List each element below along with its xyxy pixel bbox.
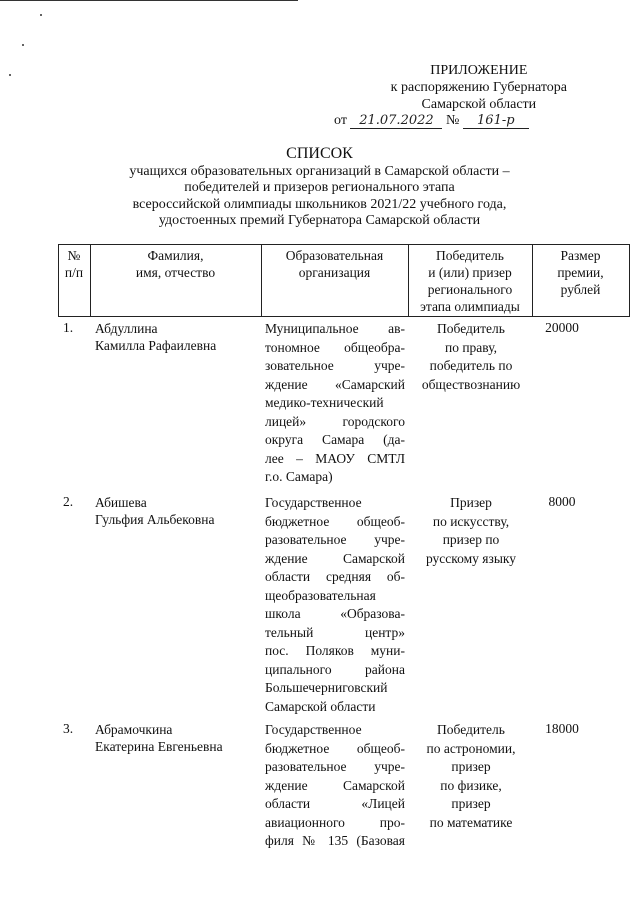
org-line: Муниципальное ав-: [265, 321, 405, 336]
row-number: 3.: [63, 721, 74, 736]
header-text: и (или) призер: [428, 265, 512, 280]
header-num: [58, 247, 90, 281]
student-name: [95, 494, 214, 528]
appendix-line: Самарской области: [421, 97, 537, 112]
org-line: пос. Поляков муни-: [265, 643, 405, 658]
org-line: округа Самара (да-: [265, 432, 405, 447]
org-line: г.о. Самара): [265, 469, 333, 484]
status-line: по астрономии,: [426, 740, 516, 756]
name-line: Екатерина Евгеньевна: [95, 739, 223, 754]
title-line: удостоенных премий Губернатора Самарской области: [158, 213, 481, 228]
table-rule: [58, 244, 630, 245]
header-text: Размер: [560, 248, 601, 263]
handwritten-date: 21.07.2022: [350, 113, 442, 129]
appendix-line: к распоряжению Губернатора: [390, 80, 567, 95]
status-line: по физике,: [440, 777, 502, 793]
header-text: организация: [298, 265, 371, 280]
header-text: Победитель: [436, 248, 504, 263]
status-line: Победитель: [437, 321, 505, 336]
olympiad-status: [411, 320, 531, 394]
status-line: Победитель: [437, 722, 505, 737]
org-line: Государственное: [265, 495, 362, 510]
header-text: этапа олимпиады: [420, 299, 520, 314]
status-line: Призер: [450, 495, 492, 510]
header-text: премии,: [557, 265, 604, 280]
org-line: ждение Самарской: [265, 550, 405, 566]
org-line: Большечерниговский: [265, 680, 388, 695]
header-text: регионального: [427, 282, 513, 297]
title-line: всероссийской олимпиады школьников 2021/22 учебного года,: [132, 196, 507, 212]
status-line: призер по: [442, 532, 500, 547]
header-text: Фамилия,: [147, 248, 204, 263]
status-line: русскому языку: [425, 550, 517, 566]
header-text: Образовательная: [285, 248, 384, 263]
organization: [265, 721, 405, 851]
top-border-line: [0, 0, 298, 1]
number-sign: №: [445, 113, 460, 128]
status-line: по математике: [429, 814, 513, 830]
status-line: призер: [451, 796, 491, 811]
header-text: рублей: [560, 282, 601, 297]
header-text: п/п: [64, 265, 84, 280]
status-line: по праву,: [444, 339, 497, 355]
title-line: учащихся образовательных организаций в Самарской области –: [129, 163, 510, 179]
order-date-number: [334, 113, 574, 129]
org-line: области средняя об-: [265, 569, 405, 584]
header-name: [90, 247, 261, 281]
header-prize: [532, 247, 629, 298]
scan-speck: [22, 44, 24, 46]
table-rule: [629, 244, 630, 316]
name-line: Абрамочкина: [95, 722, 173, 737]
org-line: лее – МАОУ СМТЛ: [265, 450, 405, 466]
table-rule: [58, 316, 630, 317]
org-line: филя № 135 (Базовая: [265, 833, 405, 848]
org-line: ждение «Самарский: [265, 376, 405, 392]
appendix-title: ПРИЛОЖЕНИЕ: [430, 63, 528, 78]
header-text: №: [67, 248, 81, 263]
name-line: Камилла Рафаилевна: [95, 338, 217, 353]
header-org: [261, 247, 408, 281]
org-line: разовательное учре-: [265, 532, 405, 547]
org-line: тельный центр»: [265, 624, 405, 640]
org-line: бюджетное общеоб-: [265, 740, 405, 756]
org-line: ципального района: [265, 661, 405, 677]
scan-speck: [9, 74, 11, 76]
scan-speck: [40, 14, 42, 16]
org-line: медико-технический: [265, 395, 384, 410]
prize-amount: 8000: [548, 494, 576, 509]
org-line: ждение Самарской: [265, 777, 405, 793]
title-main: СПИСОК: [286, 145, 353, 162]
org-line: лицей» городского: [265, 413, 405, 429]
org-line: разовательное учре-: [265, 759, 405, 774]
student-name: [95, 320, 216, 354]
olympiad-status: [411, 494, 531, 568]
header-text: имя, отчество: [135, 265, 216, 280]
status-line: по искусству,: [432, 513, 510, 529]
prize-amount: 20000: [545, 320, 579, 335]
organization: [265, 320, 405, 487]
title-line: победителей и призеров регионального этапа: [184, 180, 455, 195]
organization: [265, 494, 405, 716]
org-line: щеобразовательная: [265, 587, 376, 603]
header-status: [408, 247, 532, 315]
date-prefix: от: [334, 113, 347, 128]
row-number: 2.: [63, 494, 74, 509]
org-line: зовательное учре-: [265, 358, 405, 373]
student-name: [95, 721, 223, 755]
status-line: обществознанию: [421, 376, 521, 392]
name-line: Гульфия Альбековна: [95, 512, 215, 527]
name-line: Абдуллина: [95, 321, 158, 336]
name-line: Абишева: [95, 495, 147, 510]
org-line: бюджетное общеоб-: [265, 513, 405, 529]
row-number: 1.: [63, 320, 74, 335]
org-line: Самарской области: [265, 698, 376, 714]
prize-amount: 18000: [545, 721, 579, 736]
org-line: тономное общеобра-: [265, 339, 405, 355]
org-line: области «Лицей: [265, 796, 405, 811]
appendix-block: [391, 62, 567, 113]
org-line: школа «Образова-: [265, 606, 405, 621]
status-line: призер: [451, 759, 491, 774]
table-header-grid: [58, 244, 630, 316]
org-line: Государственное: [265, 722, 362, 737]
document-title: [60, 146, 579, 230]
status-line: победитель по: [429, 358, 513, 373]
org-line: авиационного про-: [265, 814, 405, 830]
handwritten-number: 161-р: [463, 113, 529, 129]
olympiad-status: [411, 721, 531, 832]
